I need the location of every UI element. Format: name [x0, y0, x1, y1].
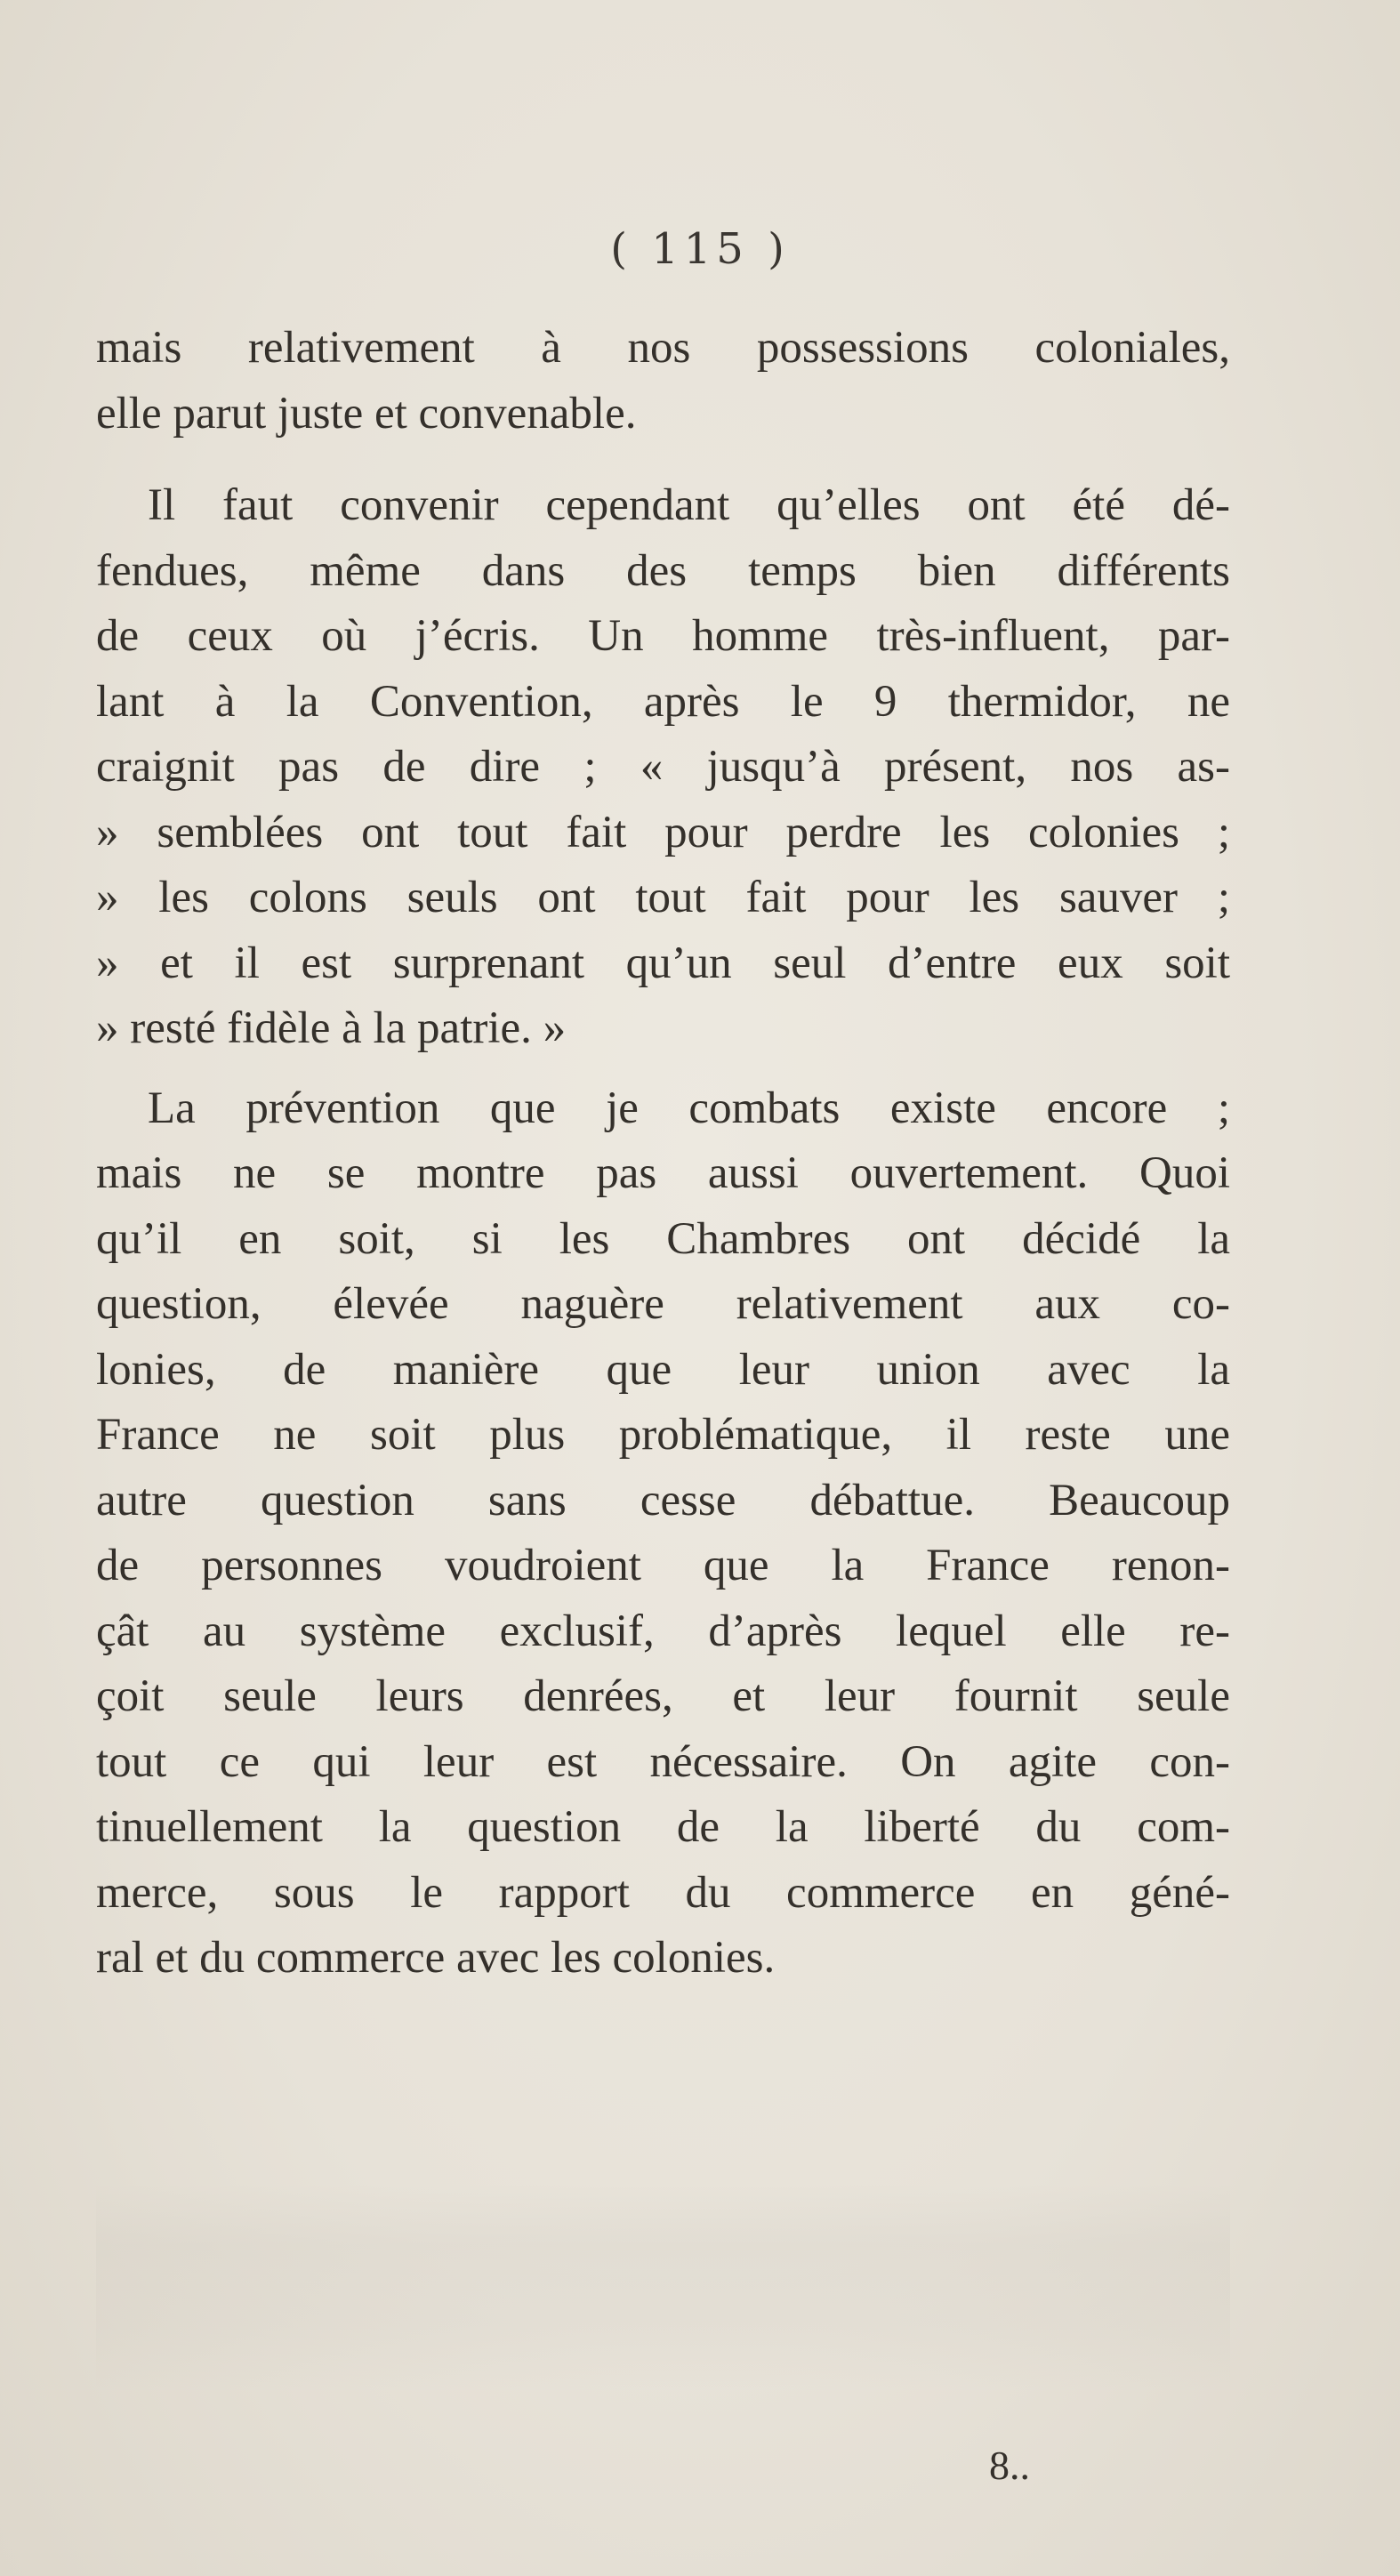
paragraph-1 — [96, 316, 1230, 447]
text-line: » resté fidèle à la patrie. » — [96, 1003, 567, 1053]
text-line: tinuellement la question de la liberté du com- — [96, 1802, 1230, 1852]
text-line: çât au système exclusif, d’après lequel elle re- — [96, 1606, 1230, 1656]
text-line: autre question sans cesse débattue. Beaucoup — [96, 1475, 1230, 1525]
text-line: France ne soit plus problématique, il reste une — [96, 1410, 1230, 1460]
text-line: de personnes voudroient que la France renon- — [96, 1541, 1230, 1590]
text-line: question, élevée naguère relativement aux co- — [96, 1279, 1230, 1329]
text-line: Il faut convenir cependant qu’elles ont été dé- — [148, 480, 1230, 530]
body-text — [96, 316, 1230, 1992]
text-line: » semblées ont tout fait pour perdre les colonies ; — [96, 807, 1230, 857]
show-through-bleed — [96, 2184, 1230, 2388]
text-line: çoit seule leurs denrées, et leur fournit seule — [96, 1671, 1230, 1721]
text-line: elle parut juste et convenable. — [96, 388, 637, 439]
text-line: La prévention que je combats existe encore ; — [148, 1083, 1230, 1133]
text-line: fendues, même dans des temps bien différents — [96, 545, 1230, 596]
text-line: mais relativement à nos possessions coloniales, — [96, 323, 1230, 373]
page-number: ( 115 ) — [610, 224, 790, 274]
text-line: » les colons seuls ont tout fait pour les sauver ; — [96, 873, 1230, 922]
text-line: qu’il en soit, si les Chambres ont décidé la — [96, 1213, 1230, 1264]
text-line: mais ne se montre pas aussi ouvertement. Quoi — [96, 1148, 1230, 1198]
text-line: lant à la Convention, après le 9 thermidor, ne — [96, 676, 1230, 727]
text-line: craignit pas de dire ; « jusqu’à présent, nos as- — [96, 742, 1230, 792]
paragraph-3 — [96, 1076, 1230, 1992]
paragraph-2 — [96, 473, 1230, 1062]
signature-mark: 8.. — [989, 2443, 1030, 2488]
text-line: merce, sous le rapport du commerce en géné- — [96, 1867, 1230, 1918]
text-line: lonies, de manière que leur union avec la — [96, 1344, 1230, 1395]
text-line: » et il est surprenant qu’un seul d’entre eux soit — [96, 938, 1230, 988]
text-line: de ceux où j’écris. Un homme très-influent, par- — [96, 611, 1230, 661]
text-line: ral et du commerce avec les colonies. — [96, 1933, 776, 1983]
text-line: tout ce qui leur est nécessaire. On agite con- — [96, 1736, 1230, 1787]
